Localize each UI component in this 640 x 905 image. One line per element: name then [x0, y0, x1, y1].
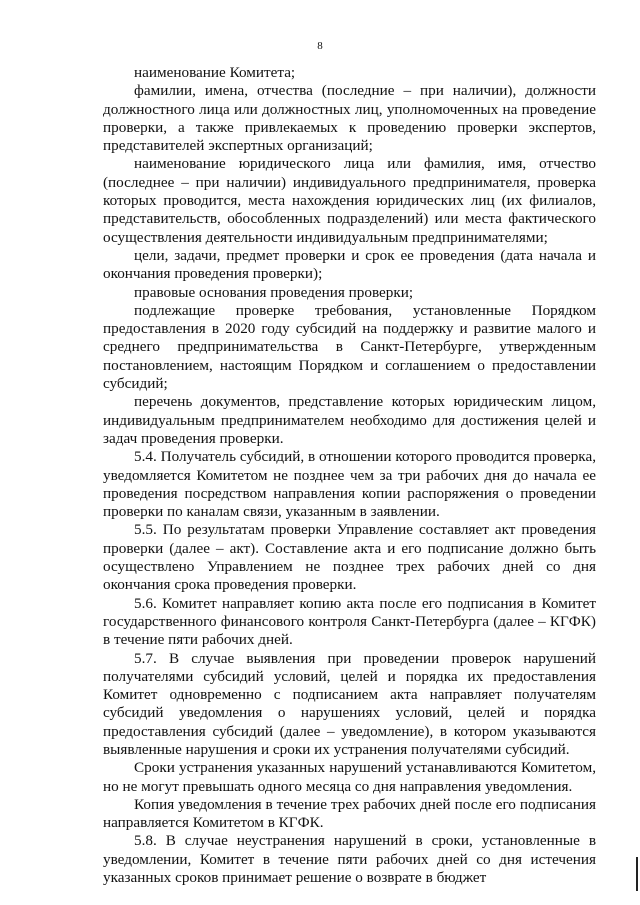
page-number: 8: [317, 40, 323, 52]
paragraph-legal-grounds: правовые основания проведения проверки;: [134, 283, 414, 301]
paragraph-notice-copy: Копия уведомления в течение трех рабочих дней после его подписания направляется Комитетом в КГФК.: [103, 795, 596, 832]
paragraph-requirements: подлежащие проверке требования, установленные Порядком предоставления в 2020 году субсидий на поддержку и развитие малого и среднего предпринимательства в Санкт-Петербурге, утвержденным постановлением, настоящим Порядком и соглашением о предоставлении субсидий;: [103, 301, 596, 393]
paragraph-committee-name: наименование Комитета;: [134, 64, 296, 81]
scan-edge-mark: [636, 857, 638, 891]
paragraph-legal-entity: наименование юридического лица или фамилия, имя, отчество (последнее – при наличии) индивидуального предпринимателя, проверка которых проводится, места нахождения юридических лиц (их филиалов, представительств, обособленных подразделений) или места фактического осуществления деятельности индивидуальным предпринимателями;: [103, 155, 596, 246]
paragraph-5-7: 5.7. В случае выявления при проведении проверок нарушений получателями субсидий условий, целей и порядка их предоставления Комитет одновременно с подписанием акта направляет получателям субсидий уведомления о нарушениях условий, целей и порядка предоставления субсидий (далее – уведомление), в котором указываются выявленные нарушения и сроки их устранения получателями субсидий.: [103, 649, 596, 758]
paragraph-5-5: 5.5. По результатам проверки Управление составляет акт проведения проверки (далее – акт). Составление акта и его подписание должно быть осуществлено Управлением не позднее трех рабочих дней со дня окончания срока проведения проверки.: [103, 521, 596, 594]
paragraph-deadlines: Сроки устранения указанных нарушений устанавливаются Комитетом, но не могут превышать одного месяца со дня направления уведомления.: [103, 759, 596, 795]
paragraph-5-4: 5.4. Получатель субсидий, в отношении которого проводится проверка, уведомляется Комитетом не позднее чем за три рабочих дня до начала ее проведения посредством направления копии распоряжения о проведении проверки по каналам связи, указанным в заявлении.: [103, 448, 596, 521]
paragraph-officials: фамилии, имена, отчества (последние – при наличии), должности должностного лица или должностных лиц, уполномоченных на проведение проверки, а также привлекаемых к проведению проверки экспертов, представителей экспертных организаций;: [103, 82, 596, 155]
paragraph-documents-list: перечень документов, представление которых юридическим лицом, индивидуальным предпринимателем необходимо для достижения целей и задач проведения проверки.: [103, 393, 596, 447]
document-body: [103, 64, 596, 887]
paragraph-goals: цели, задачи, предмет проверки и срок ее проведения (дата начала и окончания проведения проверки);: [103, 246, 596, 283]
paragraph-5-6: 5.6. Комитет направляет копию акта после его подписания в Комитет государственного финансового контроля Санкт-Петербурга (далее – КГФК) в течение пяти рабочих дней.: [103, 594, 596, 649]
paragraph-5-8: 5.8. В случае неустранения нарушений в сроки, установленные в уведомлении, Комитет в течение пяти рабочих дней со дня истечения указанных сроков принимает решение о возврате в бюджет: [103, 832, 596, 887]
